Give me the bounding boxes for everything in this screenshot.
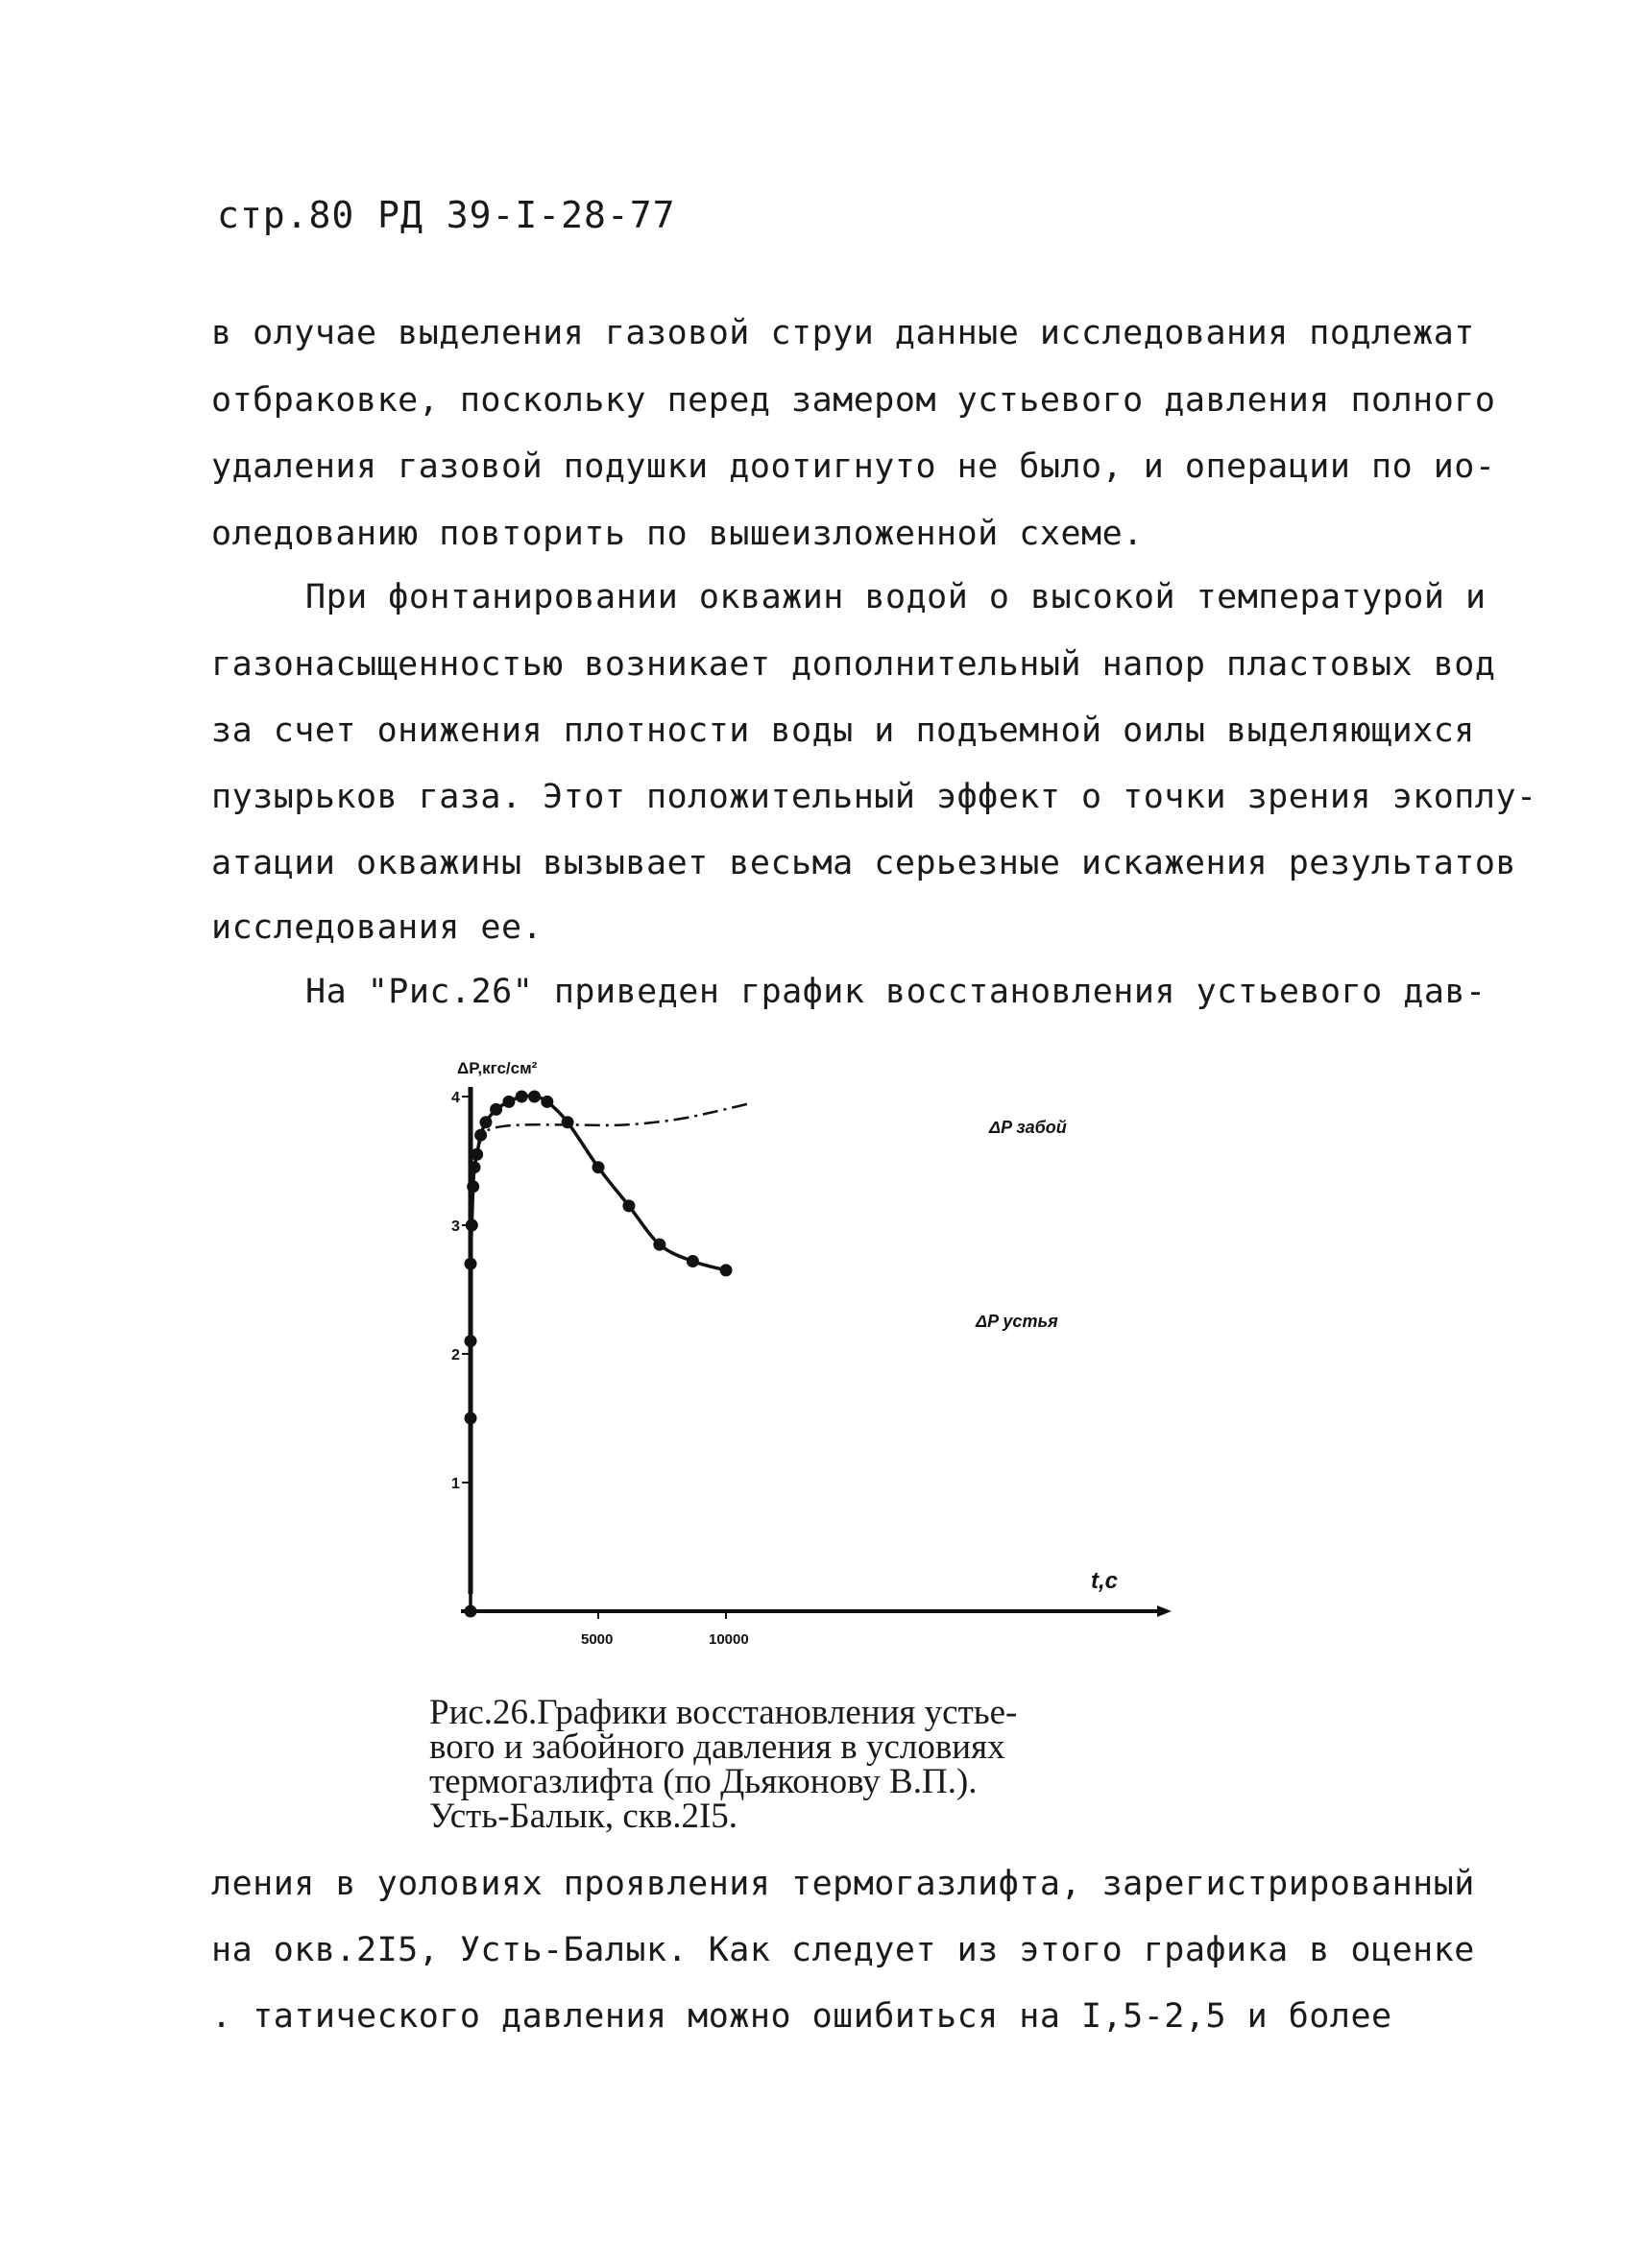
- paragraph-line: исследования ее.: [211, 908, 544, 947]
- series-label-wellhead: ΔP устья: [976, 1312, 1058, 1331]
- paragraph-line: пузырьков газа. Этот положительный эффект о точки зрения экоплу-: [211, 778, 1537, 816]
- paragraph-line: . татического давления можно ошибиться на I,5-2,5 и более: [211, 1997, 1392, 2036]
- paragraph-line: газонасыщенностью возникает дополнительный напор пластовых вод: [211, 645, 1496, 684]
- data-point: [474, 1129, 487, 1142]
- y-tick-label: 4: [451, 1090, 460, 1106]
- paragraph-line: на окв.2I5, Усть-Балык. Как следует из этого графика в оценке: [211, 1931, 1475, 1969]
- data-point: [466, 1219, 478, 1232]
- data-point: [479, 1116, 492, 1128]
- y-tick-label: 2: [451, 1347, 460, 1363]
- data-point: [467, 1180, 479, 1193]
- caption-line: термогазлифта (по Дьяконову В.П.).: [429, 1762, 978, 1801]
- data-point: [592, 1161, 605, 1173]
- data-point: [468, 1161, 480, 1173]
- caption-line: Усть-Балык, скв.2I5.: [429, 1797, 738, 1836]
- data-point: [528, 1091, 541, 1103]
- y-tick-label: 1: [451, 1476, 460, 1492]
- series-line-bottomhole: [471, 1103, 752, 1239]
- paragraph-line: удаления газовой подушки доотигнуто не было, и операции по ио-: [211, 447, 1496, 486]
- paragraph-line: ления в уоловиях проявления термогазлифта, зарегистрированный: [211, 1865, 1475, 1903]
- paragraph-line: атации окважины вызывает весьма серьезные искажения результатов: [211, 844, 1517, 882]
- data-point: [490, 1103, 502, 1116]
- paragraph-line: При фонтанировании окважин водой о высокой температурой и: [305, 578, 1487, 616]
- x-axis-label: t,c: [1091, 1568, 1119, 1594]
- data-point: [541, 1096, 553, 1108]
- paragraph-line: На "Рис.26" приведен график восстановления устьевого дав-: [305, 973, 1487, 1011]
- y-axis-label: ΔP,кгс/см²: [457, 1059, 538, 1077]
- data-point: [516, 1091, 528, 1103]
- x-tick-label: 10000: [709, 1631, 749, 1648]
- x-tick-label: 5000: [581, 1631, 614, 1648]
- figure-26: [442, 1047, 1191, 1680]
- page-header: стр.80 РД 39-I-28-77: [217, 194, 676, 236]
- y-tick-label: 3: [451, 1218, 460, 1235]
- data-point: [465, 1335, 477, 1347]
- data-point: [465, 1605, 477, 1618]
- data-point: [502, 1096, 515, 1108]
- paragraph-line: в олучае выделения газовой струи данные исследования подлежат: [211, 314, 1475, 352]
- x-axis-arrow: [1157, 1605, 1172, 1617]
- pressure-recovery-chart: [442, 1047, 1191, 1680]
- series-label-bottomhole: ΔP забой: [989, 1118, 1067, 1137]
- paragraph-line: оледованию повторить по вышеизложенной схеме.: [211, 515, 1144, 553]
- data-point: [465, 1412, 477, 1425]
- paragraph-line: за счет онижения плотности воды и подъемной оилы выделяющихся: [211, 712, 1475, 750]
- paragraph-line: отбраковке, поскольку перед замером устьевого давления полного: [211, 381, 1496, 420]
- data-point: [562, 1116, 574, 1128]
- data-point: [465, 1258, 477, 1270]
- data-point: [687, 1255, 699, 1267]
- data-point: [622, 1199, 635, 1212]
- caption-line: Рис.26.Графики восстановления устье-: [429, 1693, 1018, 1732]
- data-point: [720, 1264, 733, 1276]
- data-point: [653, 1239, 665, 1251]
- data-point: [471, 1148, 483, 1161]
- caption-line: вого и забойного давления в условиях: [429, 1727, 1005, 1767]
